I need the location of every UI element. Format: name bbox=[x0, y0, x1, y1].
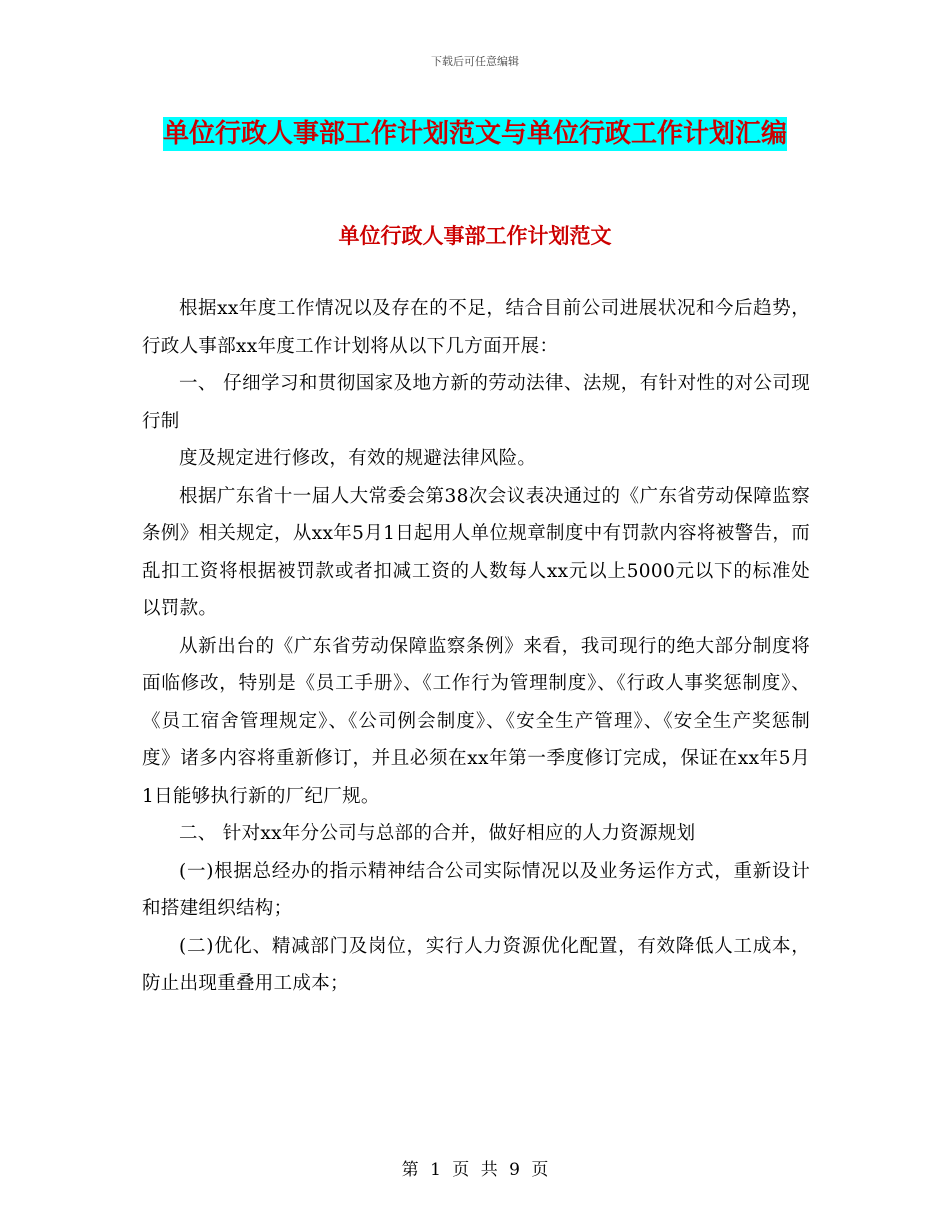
paragraph: 度及规定进行修改，有效的规避法律风险。 bbox=[179, 448, 537, 469]
paragraph: (二)优化、精减部门及岗位，实行人力资源优化配置，有效降低人工成本，防止出现重叠用工成本； bbox=[142, 935, 810, 994]
main-title-text: 单位行政人事部工作计划范文与单位行政工作计划汇编 bbox=[162, 119, 787, 149]
section-title: 单位行政人事部工作计划范文 bbox=[338, 224, 612, 248]
paragraph: 根据广东省十一届人大常委会第38次会议表决通过的《广东省劳动保障监察条例》相关规定，从xx年5月1日起用人单位规章制度中有罚款内容将被警告，而乱扣工资将根据被罚款或者扣减工资的人数每人xx元以上5000元以下的标准处以罚款。 bbox=[142, 485, 810, 619]
document-main-title bbox=[140, 112, 810, 156]
document-body bbox=[142, 290, 810, 1003]
header-note: 下载后可任意编辑 bbox=[431, 55, 519, 68]
paragraph: 从新出台的《广东省劳动保障监察条例》来看，我司现行的绝大部分制度将面临修改，特别是《员工手册》、《工作行为管理制度》、《行政人事奖惩制度》、《员工宿舍管理规定》、《公司例会制度》、《安全生产管理》、《安全生产奖惩制度》诸多内容将重新修订，并且必须在xx年第一季度修订完成，保证在xx年5月1日能够执行新的厂纪厂规。 bbox=[142, 635, 810, 807]
paragraph: (一)根据总经办的指示精神结合公司实际情况以及业务运作方式，重新设计和搭建组织结构； bbox=[142, 860, 810, 919]
paragraph: 一、 仔细学习和贯彻国家及地方新的劳动法律、法规，有针对性的对公司现行制 bbox=[142, 373, 810, 432]
page-footer: 第 1 页 共 9 页 bbox=[401, 1160, 549, 1180]
paragraph: 二、 针对xx年分公司与总部的合并，做好相应的人力资源规划 bbox=[179, 823, 696, 844]
paragraph: 根据xx年度工作情况以及存在的不足，结合目前公司进展状况和今后趋势，行政人事部xx年度工作计划将从以下几方面开展： bbox=[142, 298, 810, 357]
